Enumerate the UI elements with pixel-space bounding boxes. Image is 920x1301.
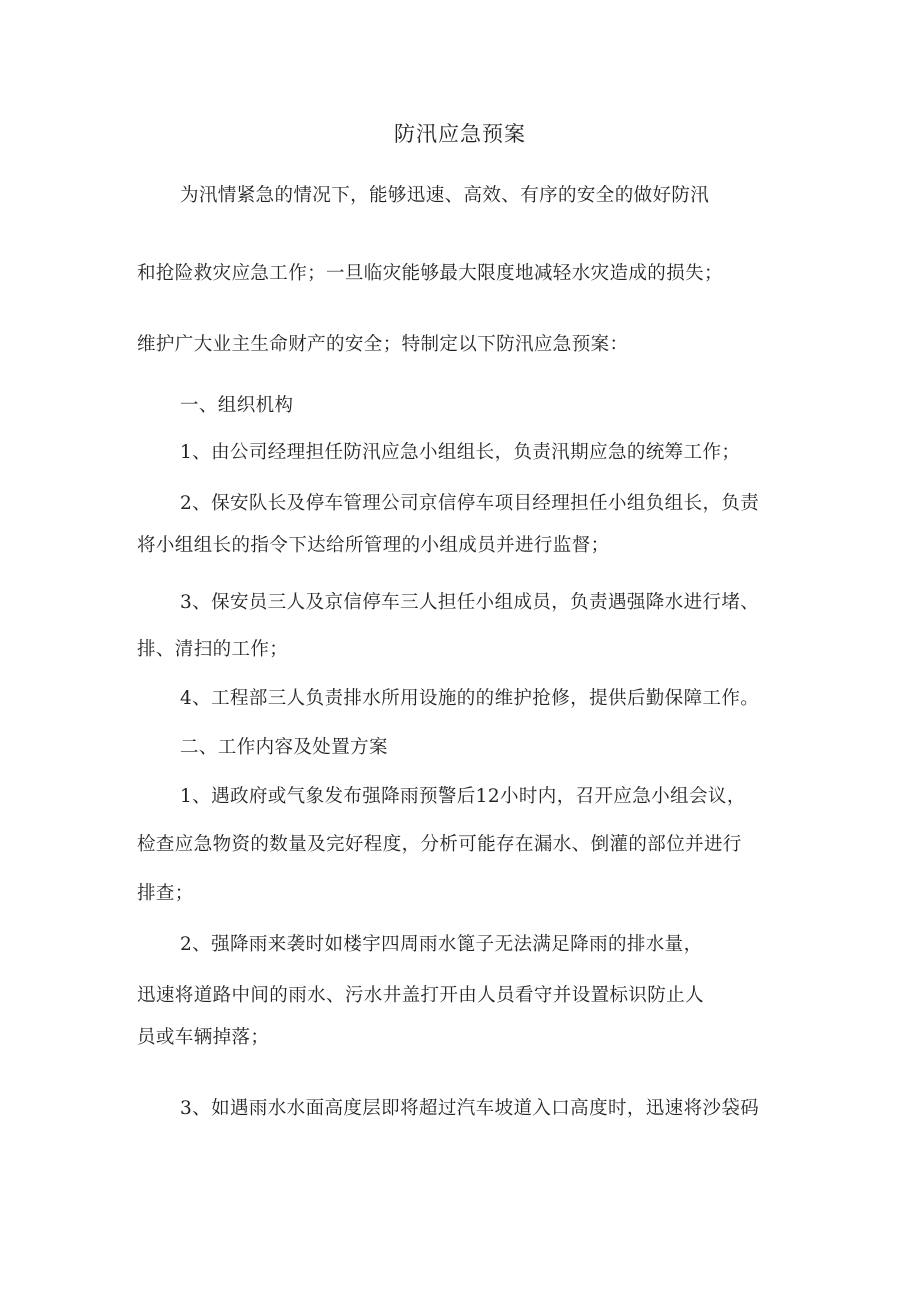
paragraph-line: 排、清扫的工作；	[137, 639, 289, 660]
paragraph-line: 将小组组长的指令下达给所管理的小组成员并进行监督；	[137, 535, 610, 556]
section-heading: 二、工作内容及处置方案	[180, 737, 388, 758]
document-title: 防汛应急预案	[394, 122, 526, 146]
paragraph-line: 3、保安员三人及京信停车三人担任小组成员，负责遇强降水进行堵、	[180, 592, 760, 613]
paragraph-line: 为汛情紧急的情况下，能够迅速、高效、有序的安全的做好防汛	[180, 185, 710, 206]
section-heading: 一、组织机构	[180, 395, 294, 416]
paragraph-line: 和抢险救灾应急工作；一旦临灾能够最大限度地减轻水灾造成的损失；	[137, 263, 723, 284]
paragraph-line: 迅速将道路中间的雨水、污水井盖打开由人员看守并设置标识防止人	[137, 985, 705, 1006]
paragraph-line: 排查；	[137, 883, 194, 904]
paragraph-line: 1、遇政府或气象发布强降雨预警后12小时内，召开应急小组会议，	[180, 786, 746, 807]
paragraph-line: 检查应急物资的数量及完好程度，分析可能存在漏水、倒灌的部位并进行	[137, 834, 742, 855]
paragraph-line: 2、强降雨来袭时如楼宇四周雨水篦子无法满足降雨的排水量，	[180, 934, 703, 955]
paragraph-line: 4、工程部三人负责排水所用设施的的维护抢修，提供后勤保障工作。	[180, 688, 760, 709]
paragraph-line: 1、由公司经理担任防汛应急小组组长，负责汛期应急的统筹工作；	[180, 442, 741, 463]
paragraph-line: 2、保安队长及停车管理公司京信停车项目经理担任小组负组长，负责	[180, 493, 760, 514]
paragraph-line: 3、如遇雨水水面高度层即将超过汽车坡道入口高度时，迅速将沙袋码	[180, 1098, 760, 1119]
paragraph-line: 员或车辆掉落；	[137, 1027, 270, 1048]
paragraph-line: 维护广大业主生命财产的安全；特制定以下防汛应急预案：	[137, 334, 629, 355]
